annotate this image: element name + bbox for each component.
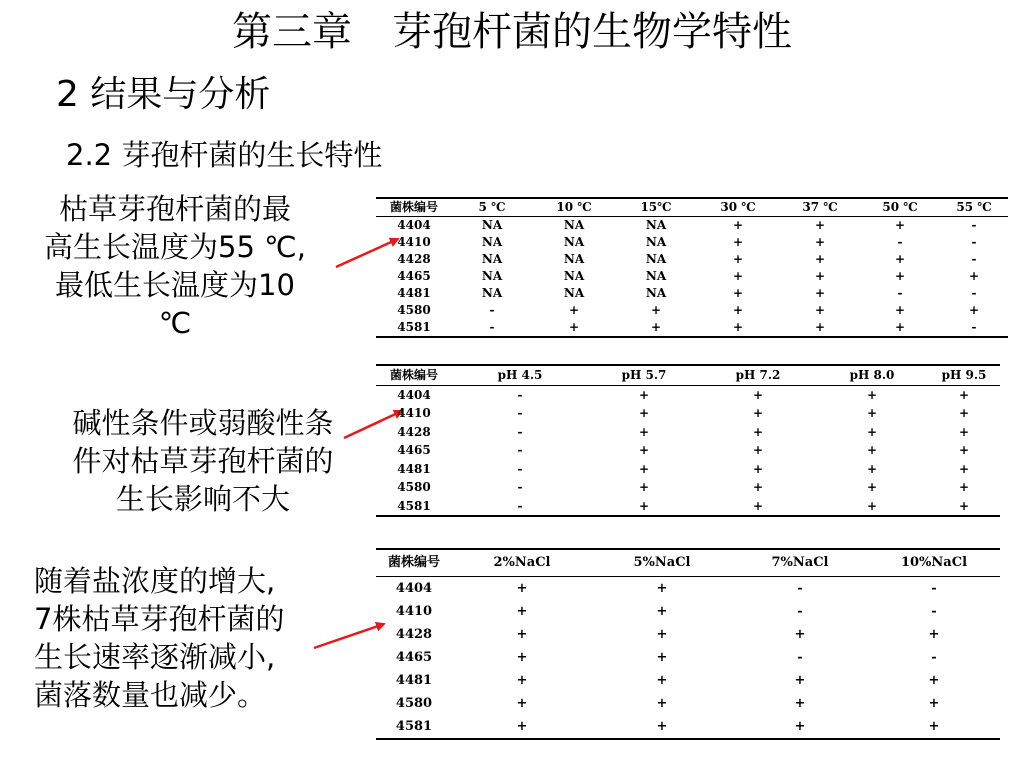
temperature-strain-cell: 4404 (397, 218, 431, 232)
ph-value-cell: + (638, 461, 650, 476)
salt-strain-cell: 4465 (395, 650, 433, 665)
salt-table (376, 548, 1000, 740)
salt-strain-cell: 4428 (395, 627, 433, 642)
salt-value-cell: + (656, 604, 668, 619)
temperature-value-cell: + (616, 319, 696, 337)
temperature-value-cell: + (732, 269, 744, 283)
table-row (376, 423, 1000, 442)
salt-value-cell: - (931, 581, 937, 596)
table-row (376, 577, 1000, 601)
ph-header-cell: 菌株编号 (376, 365, 452, 385)
table-row (376, 478, 1000, 497)
temperature-note-line: ℃ (158, 306, 192, 340)
temperature-strain-cell: 4580 (397, 303, 431, 317)
ph-value-cell: + (866, 406, 878, 420)
temperature-value-cell: - (971, 218, 977, 232)
temperature-strain-cell: 4465 (397, 269, 431, 283)
salt-value-cell: - (797, 604, 803, 619)
temperature-header-cell: 菌株编号 (376, 198, 452, 217)
salt-value-cell: + (656, 650, 668, 665)
section-heading: 2 结果与分析 (56, 74, 271, 115)
temperature-value-cell: + (814, 252, 826, 266)
salt-value-cell: + (732, 715, 868, 739)
table-row (376, 268, 1008, 285)
ph-header-cell: pH 9.5 (928, 365, 1000, 385)
temperature-value-cell: NA (645, 218, 667, 232)
ph-value-cell: + (958, 461, 970, 476)
salt-value-cell: + (656, 696, 668, 711)
table-row (376, 441, 1000, 460)
temperature-value-cell: NA (481, 252, 503, 266)
temperature-note-line: 枯草芽孢杆菌的最 (58, 192, 291, 226)
table-row (376, 285, 1008, 302)
ph-value-cell: + (752, 461, 764, 476)
salt-strain-cell: 4404 (395, 581, 433, 596)
ph-value-cell: + (816, 497, 928, 517)
temperature-value-cell: + (894, 252, 906, 266)
ph-value-cell: + (866, 424, 878, 439)
ph-value-cell: - (517, 406, 523, 420)
salt-value-cell: - (931, 650, 937, 665)
table-row (376, 497, 1000, 517)
salt-value-cell: + (592, 715, 732, 739)
ph-note-line: 碱性条件或弱酸性条 (72, 406, 334, 440)
temperature-strain-cell: 4481 (397, 286, 431, 300)
temperature-value-cell: + (968, 303, 980, 317)
salt-strain-cell: 4580 (395, 696, 433, 711)
salt-arrow (314, 624, 384, 648)
temperature-value-cell: - (897, 286, 903, 300)
temperature-value-cell: + (814, 235, 826, 249)
salt-value-cell: + (516, 696, 528, 711)
salt-value-cell: + (928, 627, 940, 642)
ph-value-cell: - (517, 424, 523, 439)
ph-value-cell: - (452, 497, 588, 517)
salt-value-cell: + (516, 581, 528, 596)
ph-value-cell: + (866, 461, 878, 476)
table-row (376, 217, 1008, 235)
ph-value-cell: + (638, 424, 650, 439)
salt-value-cell: - (931, 604, 937, 619)
salt-value-cell: + (794, 627, 806, 642)
ph-value-cell: - (517, 387, 523, 402)
subsection-heading: 2.2 芽孢杆菌的生长特性 (66, 138, 383, 172)
ph-value-cell: + (752, 387, 764, 402)
temperature-value-cell: NA (563, 235, 585, 249)
temperature-value-cell: + (894, 218, 906, 232)
ph-strain-cell: 4410 (397, 406, 431, 420)
temperature-value-cell: NA (563, 252, 585, 266)
salt-value-cell: + (516, 604, 528, 619)
temperature-value-cell: NA (481, 235, 503, 249)
temperature-strain-cell: 4410 (397, 235, 431, 249)
ph-header-cell: pH 7.2 (700, 365, 816, 385)
ph-value-cell: + (752, 443, 764, 457)
temperature-value-cell: NA (481, 269, 503, 283)
salt-header-cell: 5%NaCl (592, 549, 732, 577)
ph-value-cell: + (958, 480, 970, 494)
salt-header-cell: 7%NaCl (732, 549, 868, 577)
temperature-value-cell: + (650, 303, 662, 317)
ph-value-cell: + (958, 443, 970, 457)
table-row (376, 234, 1008, 251)
temperature-header-cell: 10 ℃ (532, 198, 616, 217)
ph-value-cell: - (517, 480, 523, 494)
ph-value-cell: + (638, 387, 650, 402)
salt-value-cell: + (928, 696, 940, 711)
temperature-value-cell: + (568, 303, 580, 317)
temperature-header-cell: 15℃ (616, 198, 696, 217)
salt-header-cell: 菌株编号 (376, 549, 452, 577)
temperature-value-cell: + (732, 235, 744, 249)
salt-value-cell: + (452, 715, 592, 739)
temperature-value-cell: NA (645, 286, 667, 300)
table-row (376, 302, 1008, 319)
temperature-header-cell: 50 ℃ (860, 198, 940, 217)
salt-header-cell: 10%NaCl (868, 549, 1000, 577)
temperature-note-line: 高生长温度为55 ℃, (44, 230, 306, 264)
temperature-value-cell: + (894, 269, 906, 283)
ph-value-cell: + (752, 480, 764, 494)
temperature-note-line: 最低生长温度为10 (55, 268, 295, 302)
temperature-header-cell: 5 ℃ (452, 198, 532, 217)
temperature-strain-cell: 4581 (376, 319, 452, 337)
table-row (376, 251, 1008, 268)
ph-strain-cell: 4465 (397, 443, 431, 457)
ph-strain-cell: 4581 (376, 497, 452, 517)
table-row (376, 319, 1008, 337)
salt-value-cell: + (794, 696, 806, 711)
temperature-value-cell: - (971, 235, 977, 249)
ph-value-cell: + (752, 424, 764, 439)
salt-note-line: 菌落数量也减少。 (34, 678, 267, 712)
ph-value-cell: + (958, 387, 970, 402)
temperature-header-cell: 55 ℃ (940, 198, 1008, 217)
salt-value-cell: + (656, 581, 668, 596)
table-row (376, 646, 1000, 669)
ph-value-cell: + (700, 497, 816, 517)
temperature-value-cell: NA (563, 286, 585, 300)
table-row (376, 404, 1000, 423)
temperature-value-cell: + (968, 269, 980, 283)
table-row (376, 385, 1000, 404)
temperature-header-cell: 30 ℃ (696, 198, 780, 217)
temperature-value-cell: + (732, 252, 744, 266)
salt-value-cell: + (794, 673, 806, 688)
temperature-value-cell: - (940, 319, 1008, 337)
temperature-value-cell: NA (645, 252, 667, 266)
temperature-value-cell: - (489, 303, 495, 317)
salt-value-cell: + (656, 673, 668, 688)
ph-header-row (376, 365, 1000, 385)
slide-title: 第三章 芽孢杆菌的生物学特性 (232, 9, 792, 55)
salt-note-line: 随着盐浓度的增大, (34, 564, 276, 598)
ph-note-line: 件对枯草芽孢杆菌的 (72, 444, 334, 478)
temperature-value-cell: + (814, 286, 826, 300)
table-row (376, 715, 1000, 739)
temperature-value-cell: + (696, 319, 780, 337)
ph-value-cell: + (588, 497, 700, 517)
ph-strain-cell: 4404 (397, 387, 431, 402)
ph-strain-cell: 4481 (397, 461, 431, 476)
salt-value-cell: + (516, 627, 528, 642)
temperature-value-cell: + (814, 218, 826, 232)
temperature-value-cell: NA (563, 269, 585, 283)
temperature-table (376, 197, 1008, 338)
ph-note-line: 生长影响不大 (115, 482, 290, 516)
salt-strain-cell: 4481 (395, 673, 433, 688)
salt-value-cell: + (656, 627, 668, 642)
temperature-value-cell: - (971, 286, 977, 300)
temperature-value-cell: - (452, 319, 532, 337)
temperature-value-cell: + (732, 303, 744, 317)
salt-value-cell: - (797, 581, 803, 596)
ph-value-cell: - (517, 461, 523, 476)
ph-value-cell: + (638, 480, 650, 494)
salt-value-cell: - (797, 650, 803, 665)
ph-value-cell: + (866, 480, 878, 494)
temperature-header-row (376, 198, 1008, 217)
salt-note-line: 生长速率逐渐减小, (34, 640, 276, 674)
temperature-value-cell: NA (563, 218, 585, 232)
temperature-value-cell: + (814, 269, 826, 283)
ph-value-cell: + (928, 497, 1000, 517)
ph-strain-cell: 4580 (397, 480, 431, 494)
temperature-value-cell: NA (481, 286, 503, 300)
temperature-value-cell: + (814, 303, 826, 317)
ph-value-cell: + (638, 406, 650, 420)
salt-strain-cell: 4581 (376, 715, 452, 739)
temperature-header-cell: 37 ℃ (780, 198, 860, 217)
salt-header-cell: 2%NaCl (452, 549, 592, 577)
table-row (376, 669, 1000, 692)
ph-value-cell: + (958, 406, 970, 420)
ph-value-cell: + (866, 387, 878, 402)
temperature-value-cell: NA (645, 269, 667, 283)
salt-value-cell: + (868, 715, 1000, 739)
salt-value-cell: + (928, 673, 940, 688)
temperature-value-cell: + (532, 319, 616, 337)
salt-header-row (376, 549, 1000, 577)
salt-value-cell: + (516, 650, 528, 665)
temperature-value-cell: - (897, 235, 903, 249)
temperature-value-cell: + (732, 286, 744, 300)
ph-value-cell: + (752, 406, 764, 420)
temperature-strain-cell: 4428 (397, 252, 431, 266)
table-row (376, 623, 1000, 646)
temperature-value-cell: NA (645, 235, 667, 249)
temperature-value-cell: + (732, 218, 744, 232)
temperature-value-cell: - (971, 252, 977, 266)
ph-header-cell: pH 8.0 (816, 365, 928, 385)
table-row (376, 460, 1000, 479)
salt-strain-cell: 4410 (395, 604, 433, 619)
table-row (376, 692, 1000, 715)
ph-header-cell: pH 5.7 (588, 365, 700, 385)
salt-value-cell: + (516, 673, 528, 688)
ph-strain-cell: 4428 (397, 424, 431, 439)
temperature-value-cell: + (860, 319, 940, 337)
temperature-value-cell: + (894, 303, 906, 317)
temperature-value-cell: + (780, 319, 860, 337)
ph-header-cell: pH 4.5 (452, 365, 588, 385)
ph-value-cell: + (638, 443, 650, 457)
temperature-value-cell: NA (481, 218, 503, 232)
salt-note-line: 7株枯草芽孢杆菌的 (34, 602, 285, 636)
ph-value-cell: - (517, 443, 523, 457)
ph-table (376, 364, 1000, 517)
ph-value-cell: + (958, 424, 970, 439)
ph-value-cell: + (866, 443, 878, 457)
table-row (376, 600, 1000, 623)
